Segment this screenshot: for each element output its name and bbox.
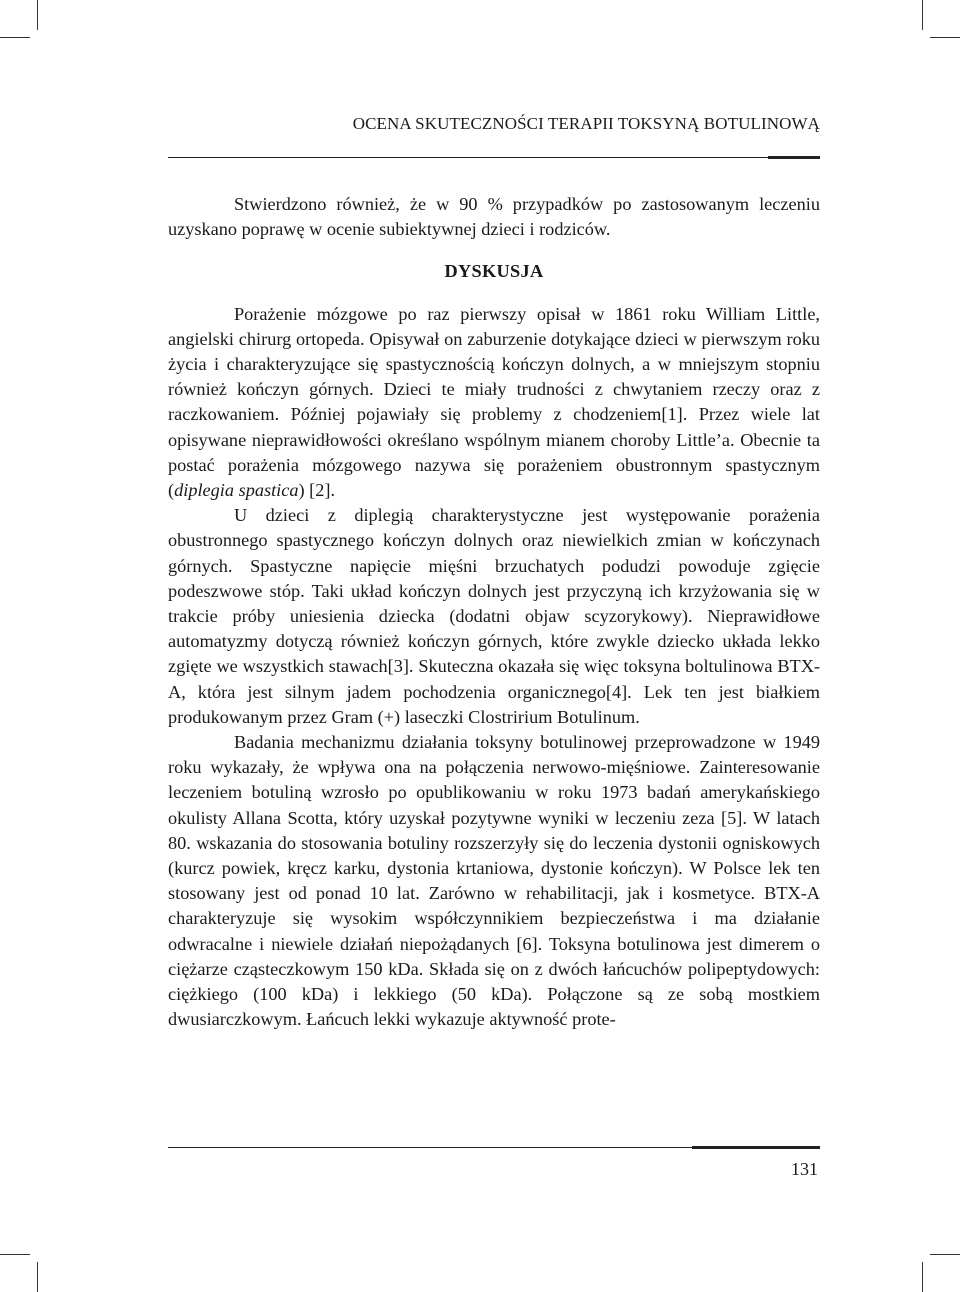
paragraph-2: U dzieci z diplegią charakterystyczne jest występowanie porażenia obustronnego spastycznego kończyn dolnych oraz niewielkich zmian w kończynach górnych. Spastyczne napięcie mięśni brzuchatych podudzi powoduje zgięcie podeszwowe stóp. Taki układ kończyn dolnych jest przyczyną ich krzyżowania się w trakcie próby uniesienia dziecka (dodatni objaw scyzorykowy). Nieprawidłowe automatyzmy dotyczą również kończyn górnych, które zwykle dziecko układa lekko zgięte we wszystkich stawach[3]. Skuteczna okazała się więc toksyna boltulinowa BTX-A, która jest silnym jadem pochodzenia organicznego[4]. Lek ten jest białkiem produkowanym przez Gram (+) laseczki Clostririum Botulinum.: [168, 505, 820, 727]
crop-mark-top-right: [922, 0, 923, 30]
paragraph-1-text: Porażenie mózgowe po raz pierwszy opisał w 1861 roku William Little, angielski chirurg ortopeda. Opisywał on zaburzenie dotykające dzieci w pierwszym roku życia i charakteryzujące się spastycznością kończyn dolnych, a w mniejszym stopniu również kończyn górnych. Dzieci te miały trudności z chwytaniem rzeczy oraz z raczkowaniem. Później pojawiały się problemy z chodzeniem[1]. Przez wiele lat opisywane nieprawidłowości określano wspólnym mianem choroby Little’a. Obecnie ta postać porażenia mózgowego nazywa się porażeniem obustronnym spastycznym (: [168, 303, 820, 501]
header-rule-accent: [768, 156, 820, 159]
running-head: OCENA SKUTECZNOŚCI TERAPII TOKSYNĄ BOTULINOWĄ: [352, 114, 820, 133]
footer-rule-accent: [692, 1146, 820, 1149]
section-heading: DYSKUSJA: [444, 261, 544, 282]
crop-mark-top-left-h: [0, 37, 30, 38]
crop-mark-bottom-right: [922, 1262, 923, 1292]
page-body: [168, 192, 820, 1033]
footer-rule: [168, 1147, 820, 1148]
page-number: 131: [791, 1159, 818, 1179]
crop-mark-top-left: [37, 0, 38, 30]
crop-mark-bottom-left-h: [0, 1254, 30, 1255]
crop-mark-top-right-h: [930, 37, 960, 38]
paragraph-1-tail: ) [2].: [298, 480, 336, 501]
paragraph-1: [168, 302, 820, 504]
header-rule: [168, 157, 820, 158]
paragraph-3: Badania mechanizmu działania toksyny botulinowej przeprowadzone w 1949 roku wykazały, że wpływa ona na połączenia nerwowo-mięśniowe. Zainteresowanie leczeniem botuliną wzrosło po opublikowaniu w roku 1973 badań amerykańskiego okulisty Allana Scotta, który uzyskał pozytywne wyniki w leczeniu zeza [5]. W latach 80. wskazania do stosowania botuliny rozszerzyły się do leczenia dystonii ogniskowych (kurcz powiek, kręcz karku, dystonia krtaniowa, dystonie kończyn). W Polsce lek ten stosowany jest od ponad 10 lat. Zarówno w rehabilitacji, jak i kosmetyce. BTX-A charakteryzuje się wysokim współczynnikiem bezpieczeństwa i ma działanie odwracalne i niewiele działań niepożądanych [6]. Toksyna botulinowa jest dimerem o ciężarze cząsteczkowym 150 kDa. Składa się on z dwóch łańcuchów polipeptydowych: ciężkiego (100 kDa) i lekkiego (50 kDa). Połączone są ze sobą mostkiem dwusiarczkowym. Łańcuch lekki wykazuje aktywność prote-: [168, 732, 820, 1030]
crop-mark-bottom-left: [37, 1262, 38, 1292]
crop-mark-bottom-right-h: [930, 1254, 960, 1255]
paragraph-1-latin-term: diplegia spastica: [174, 480, 299, 501]
intro-paragraph: Stwierdzono również, że w 90 % przypadków po zastosowanym leczeniu uzyskano poprawę w ocenie subiektywnej dzieci i rodziców.: [168, 194, 820, 240]
